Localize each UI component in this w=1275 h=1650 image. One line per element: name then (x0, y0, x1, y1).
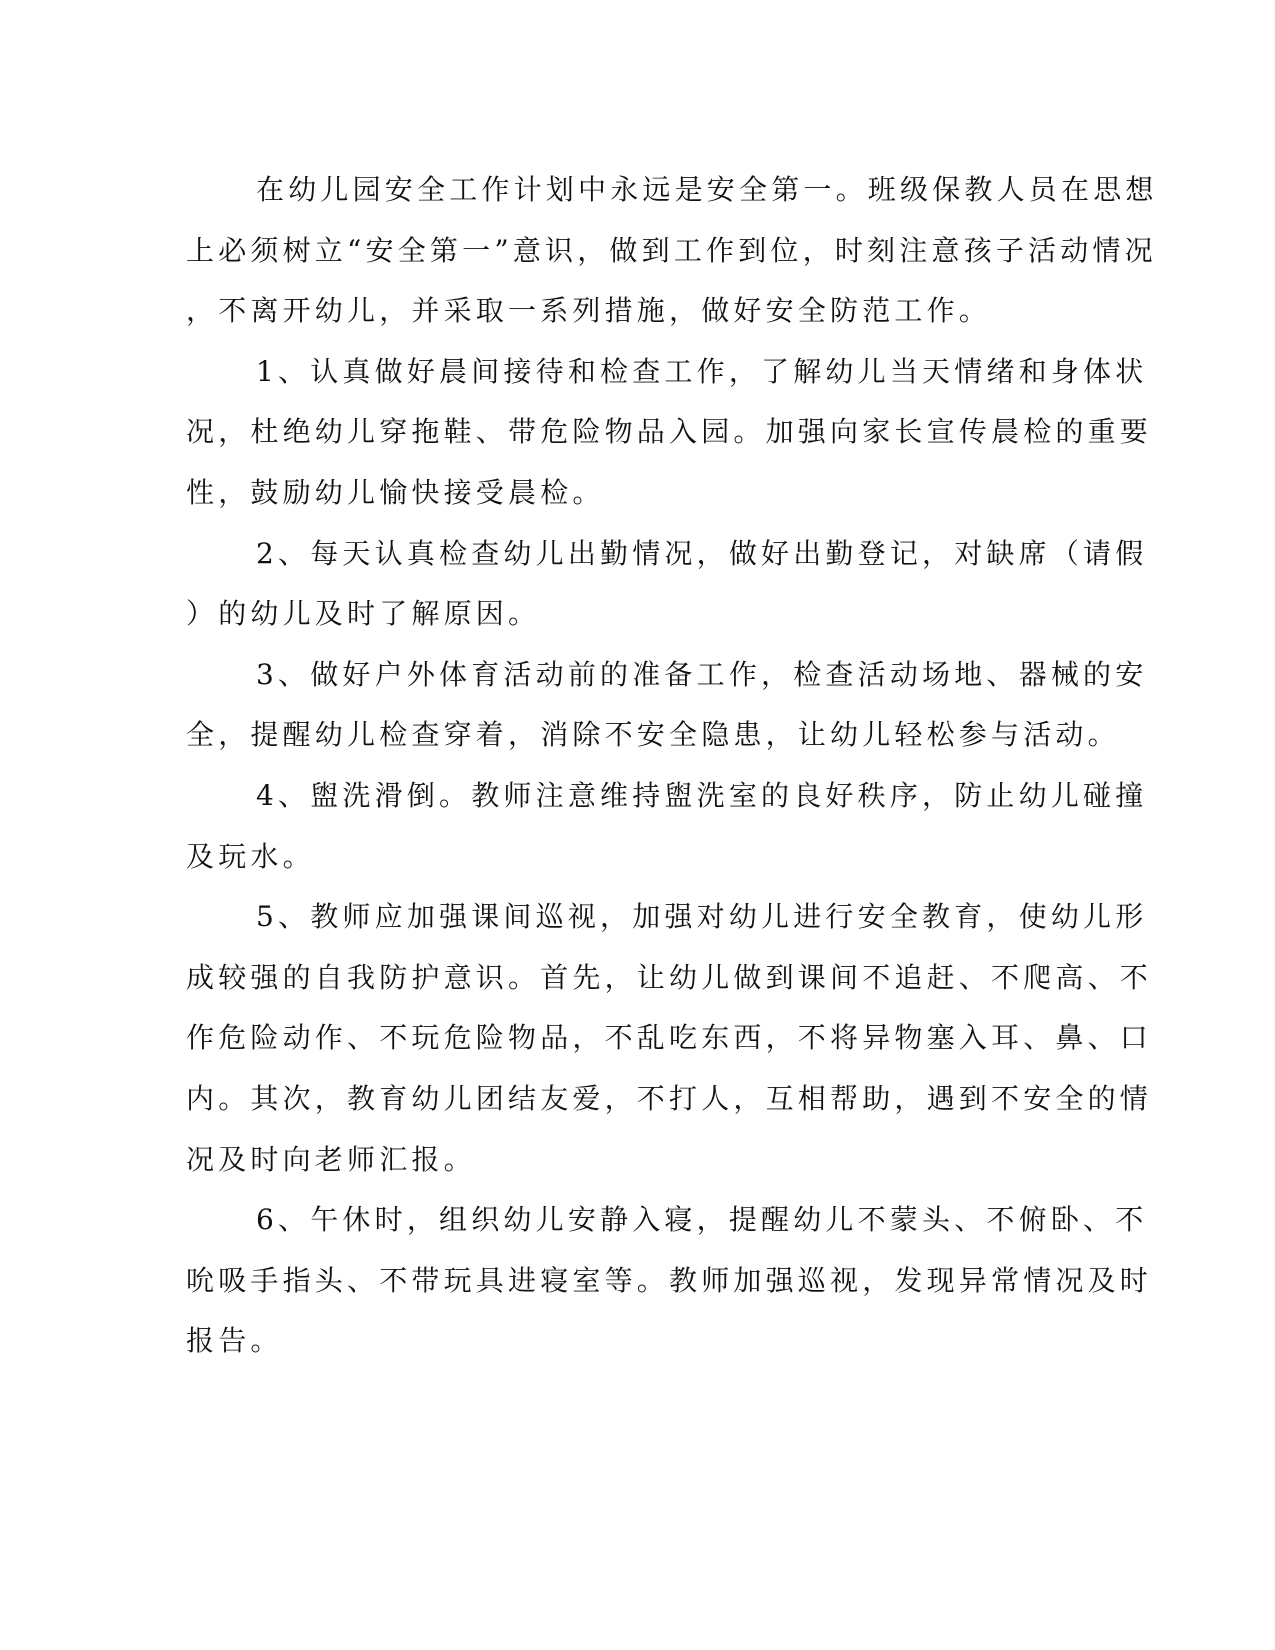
paragraph-item-6 (186, 1190, 1153, 1372)
text-line: 况，杜绝幼儿穿拖鞋、带危险物品入园。加强向家长宣传晨检的重要 (186, 415, 1153, 449)
text-line: 3、做好户外体育活动前的准备工作，检查活动场地、器械的安 (256, 657, 1148, 691)
paragraph-item-5 (186, 887, 1153, 1190)
text-line: 及玩水。 (186, 839, 315, 873)
paragraph-item-2 (186, 524, 1148, 645)
text-line: 全，提醒幼儿检查穿着，消除不安全隐患，让幼儿轻松参与活动。 (186, 718, 1120, 752)
text-line: 况及时向老师汇报。 (186, 1142, 476, 1176)
text-line: 6、午休时，组织幼儿安静入寝，提醒幼儿不蒙头、不俯卧、不 (256, 1203, 1148, 1237)
text-line: 上必须树立“安全第一”意识，做到工作到位，时刻注意孩子活动情况 (186, 233, 1157, 267)
text-line: 成较强的自我防护意识。首先，让幼儿做到课间不追赶、不爬高、不 (186, 960, 1153, 994)
document-body (186, 160, 1158, 1372)
text-line: 作危险动作、不玩危险物品，不乱吃东西，不将异物塞入耳、鼻、口 (186, 1021, 1153, 1055)
paragraph-item-1 (186, 342, 1153, 524)
paragraph-item-4 (186, 766, 1148, 887)
text-line: 1、认真做好晨间接待和检查工作，了解幼儿当天情绪和身体状 (256, 354, 1148, 388)
text-line: 4、盥洗滑倒。教师注意维持盥洗室的良好秩序，防止幼儿碰撞 (256, 778, 1148, 812)
text-line: 吮吸手指头、不带玩具进寝室等。教师加强巡视，发现异常情况及时 (186, 1263, 1153, 1297)
text-line: 报告。 (186, 1324, 283, 1358)
text-line: ，不离开幼儿，并采取一系列措施，做好安全防范工作。 (186, 294, 992, 328)
paragraph-item-3 (186, 645, 1148, 766)
text-line: 内。其次，教育幼儿团结友爱，不打人，互相帮助，遇到不安全的情 (186, 1081, 1153, 1115)
paragraph-intro (186, 160, 1158, 342)
text-line: 5、教师应加强课间巡视，加强对幼儿进行安全教育，使幼儿形 (256, 900, 1148, 934)
text-line: 性，鼓励幼儿愉快接受晨检。 (186, 475, 605, 509)
text-line: 2、每天认真检查幼儿出勤情况，做好出勤登记，对缺席（请假 (256, 536, 1148, 570)
text-line: 在幼儿园安全工作计划中永远是安全第一。班级保教人员在思想 (256, 173, 1158, 206)
text-line: ）的幼儿及时了解原因。 (186, 597, 541, 631)
